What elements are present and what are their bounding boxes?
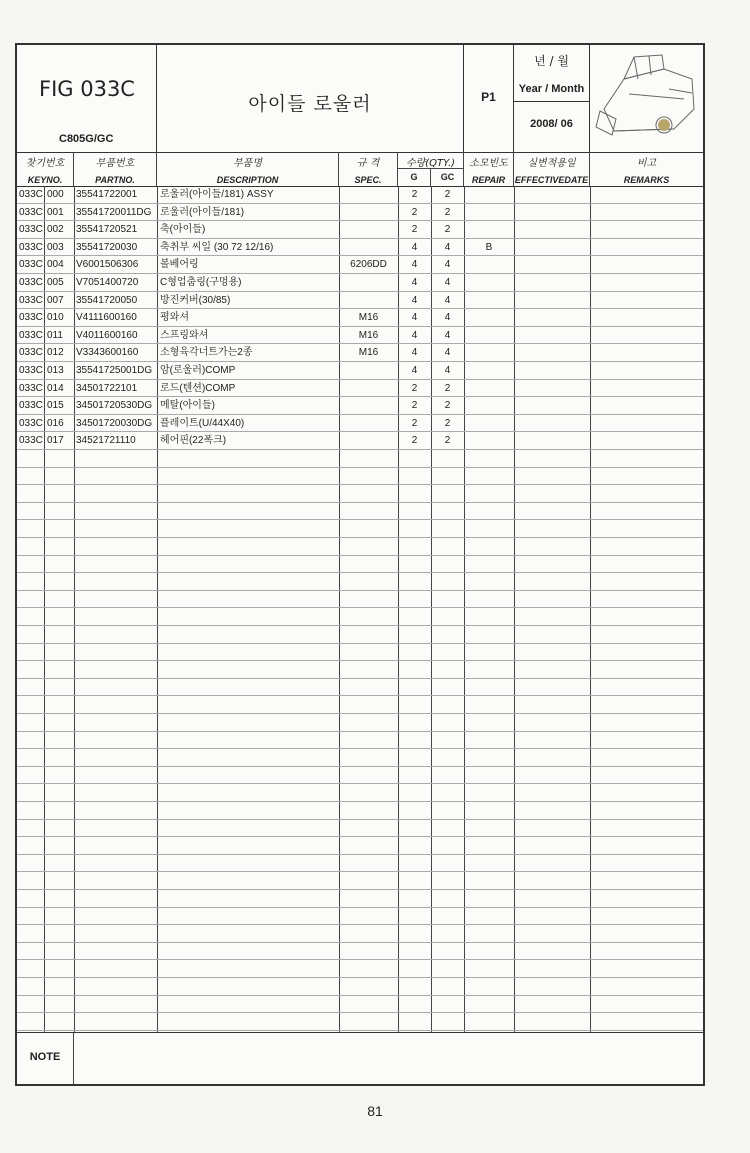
cell-part: V4011600160 xyxy=(76,329,138,341)
cell-repair xyxy=(464,256,514,274)
cell-repair xyxy=(464,344,514,362)
cell-fig: 033C xyxy=(19,329,43,341)
cell-part: 34521721110 xyxy=(76,435,136,447)
cell-desc: 소형육각너트가는2종 xyxy=(160,347,253,359)
table-row xyxy=(17,432,703,450)
cell-part: 35541720011DG xyxy=(76,206,152,218)
cell-part: V4111600160 xyxy=(76,312,137,324)
table-row xyxy=(17,749,703,767)
table-row xyxy=(17,309,703,327)
table-row xyxy=(17,556,703,574)
cell-desc: 로울러(아이들/181) xyxy=(160,206,245,218)
table-row xyxy=(17,503,703,521)
cell-fig: 033C xyxy=(19,277,43,288)
col-description: 부품명 DESCRIPTION xyxy=(157,152,339,186)
cell-fig: 033C xyxy=(19,400,43,412)
table-row xyxy=(17,204,703,222)
cell-desc: 스프링와셔 xyxy=(160,329,209,341)
table-row xyxy=(17,573,703,591)
table-row xyxy=(17,714,703,732)
cell-g: 4 xyxy=(411,259,418,271)
table-row xyxy=(17,485,703,503)
table-row xyxy=(17,978,703,996)
cell-key: 010 xyxy=(47,312,64,324)
cell-gc: 4 xyxy=(444,241,451,253)
cell-key: 003 xyxy=(47,241,64,253)
cell-spec xyxy=(339,221,398,239)
cell-gc: 4 xyxy=(444,329,451,341)
cell-part: V6001506306 xyxy=(76,259,139,271)
table-row xyxy=(17,256,703,274)
table-row xyxy=(17,644,703,662)
table-row xyxy=(17,520,703,538)
cell-key: 012 xyxy=(47,347,64,359)
cell-repair xyxy=(464,362,514,380)
cell-fig: 033C xyxy=(19,224,43,236)
table-row xyxy=(17,538,703,556)
table-row xyxy=(17,397,703,415)
cell-part: 34501720030DG xyxy=(76,417,153,429)
table-row xyxy=(17,943,703,961)
fig-cell xyxy=(17,45,157,152)
col-remarks: 비고 REMARKS xyxy=(623,158,670,185)
cell-repair xyxy=(464,415,514,433)
title-cell xyxy=(157,45,464,152)
cell-key: 000 xyxy=(47,189,64,200)
cell-desc: 암(로울러)COMP xyxy=(160,365,236,376)
year-month-english: Year / Month xyxy=(518,83,585,95)
cell-repair xyxy=(464,432,514,450)
col-qty-g: G xyxy=(398,169,431,186)
col-keyno: 찾기번호 KEYNO. xyxy=(17,152,74,186)
table-row xyxy=(17,221,703,239)
cell-g: 4 xyxy=(411,365,418,376)
table-row xyxy=(17,292,703,310)
cell-desc: 볼베어링 xyxy=(160,259,199,271)
cell-desc: 축(아이들) xyxy=(160,224,206,236)
cell-g: 4 xyxy=(411,312,418,324)
year-month-cell xyxy=(514,45,590,152)
cell-key: 015 xyxy=(47,400,64,412)
page-cell xyxy=(464,45,514,152)
cell-gc: 4 xyxy=(444,347,451,359)
table-row xyxy=(17,784,703,802)
col-partno: 부품번호 PARTNO. xyxy=(74,152,157,186)
cell-g: 2 xyxy=(411,189,418,200)
cell-g: 2 xyxy=(411,417,418,429)
table-row xyxy=(17,732,703,750)
cell-key: 004 xyxy=(47,259,64,271)
cell-key: 001 xyxy=(47,206,64,218)
table-row xyxy=(17,274,703,292)
table-row xyxy=(17,661,703,679)
column-headers xyxy=(17,152,703,187)
combine-harvester-icon xyxy=(594,49,702,145)
cell-part: 34501720530DG xyxy=(76,400,153,412)
cell-part: 35541725001DG xyxy=(76,365,153,376)
cell-spec: 6206DD xyxy=(350,259,387,271)
cell-spec: M16 xyxy=(358,329,379,341)
cell-gc: 2 xyxy=(444,189,451,200)
table-row xyxy=(17,696,703,714)
cell-gc: 2 xyxy=(444,400,451,412)
cell-g: 2 xyxy=(411,382,418,394)
cell-desc: 로울러(아이들/181) ASSY xyxy=(160,189,274,200)
cell-part: 35541720521 xyxy=(76,224,138,236)
cell-fig: 033C xyxy=(19,312,43,324)
table-row xyxy=(17,872,703,890)
col-repair: 소모빈도 REPAIR xyxy=(464,152,514,186)
cell-fig: 033C xyxy=(19,206,43,218)
cell-gc: 4 xyxy=(444,312,451,324)
table-row xyxy=(17,925,703,943)
cell-key: 005 xyxy=(47,277,64,288)
cell-repair xyxy=(464,274,514,292)
cell-repair xyxy=(464,380,514,398)
page-number: 81 xyxy=(367,1103,383,1119)
cell-spec xyxy=(339,204,398,222)
cell-g: 4 xyxy=(411,347,418,359)
cell-fig: 033C xyxy=(19,259,43,271)
col-effective-date: 실변적용일 EFFECTIVEDATE xyxy=(514,152,590,186)
cell-fig: 033C xyxy=(19,189,43,200)
cell-fig: 033C xyxy=(19,241,43,253)
cell-key: 011 xyxy=(47,329,63,341)
cell-g: 2 xyxy=(411,400,418,412)
cell-repair xyxy=(464,204,514,222)
cell-spec xyxy=(339,415,398,433)
cell-key: 007 xyxy=(47,294,64,306)
col-qty: 수량(QTY.) G GC xyxy=(398,152,464,186)
cell-gc: 4 xyxy=(444,259,451,271)
table-row xyxy=(17,960,703,978)
cell-g: 4 xyxy=(411,329,418,341)
cell-spec xyxy=(339,186,398,204)
cell-desc: 헤어핀(22폭크) xyxy=(160,435,227,447)
table-row xyxy=(17,626,703,644)
table-row xyxy=(17,890,703,908)
cell-repair xyxy=(464,186,514,204)
table-row xyxy=(17,996,703,1014)
cell-repair xyxy=(464,309,514,327)
col-spec: 규 격 SPEC. xyxy=(339,152,398,186)
cell-g: 2 xyxy=(411,435,418,447)
cell-gc: 2 xyxy=(444,435,451,447)
cell-key: 013 xyxy=(47,365,64,376)
cell-key: 014 xyxy=(47,382,64,394)
table-row xyxy=(17,239,703,257)
cell-g: 4 xyxy=(411,277,418,288)
cell-repair: B xyxy=(485,241,493,253)
cell-spec xyxy=(339,397,398,415)
cell-desc: 플레이트(U/44X40) xyxy=(160,417,245,429)
table-row xyxy=(17,415,703,433)
table-row xyxy=(17,344,703,362)
cell-desc: 방진커버(30/85) xyxy=(160,294,231,306)
cell-part: 35541720030 xyxy=(76,241,138,253)
page-code: P1 xyxy=(481,90,496,104)
cell-spec xyxy=(339,432,398,450)
cell-gc: 4 xyxy=(444,365,451,376)
cell-spec xyxy=(339,380,398,398)
cell-g: 4 xyxy=(411,241,418,253)
machine-cell xyxy=(590,45,703,152)
cell-repair xyxy=(464,327,514,345)
cell-spec: M16 xyxy=(358,347,379,359)
table-row xyxy=(17,802,703,820)
table-row xyxy=(17,679,703,697)
year-month-korean: 년 / 월 xyxy=(534,54,569,68)
cell-desc: 로드(텐션)COMP xyxy=(160,382,236,394)
cell-spec xyxy=(339,274,398,292)
cell-key: 017 xyxy=(47,435,64,447)
note-block xyxy=(17,1032,703,1085)
cell-fig: 033C xyxy=(19,365,43,376)
cell-gc: 2 xyxy=(444,224,451,236)
cell-spec xyxy=(339,362,398,380)
cell-gc: 2 xyxy=(444,417,451,429)
cell-part: 35541722001 xyxy=(76,189,138,200)
cell-fig: 033C xyxy=(19,347,43,359)
model-label: C805G/GC xyxy=(59,133,114,145)
cell-fig: 033C xyxy=(19,382,43,394)
table-row xyxy=(17,1013,703,1031)
cell-fig: 033C xyxy=(19,435,43,447)
cell-spec xyxy=(339,239,398,257)
cell-repair xyxy=(464,292,514,310)
fig-number: FIG 033C xyxy=(39,77,135,101)
table-row xyxy=(17,855,703,873)
col-qty-gc: GC xyxy=(440,172,455,182)
cell-fig: 033C xyxy=(19,294,43,306)
table-row xyxy=(17,380,703,398)
cell-gc: 2 xyxy=(444,382,451,394)
cell-gc: 4 xyxy=(444,277,451,288)
cell-g: 2 xyxy=(411,224,418,236)
page-title: 아이들 로울러 xyxy=(248,93,372,115)
year-month-value: 2008/ 06 xyxy=(530,118,573,130)
cell-g: 4 xyxy=(411,294,418,306)
cell-desc: C형업춤링(구멍용) xyxy=(160,277,242,288)
table-row xyxy=(17,908,703,926)
cell-g: 2 xyxy=(411,206,418,218)
cell-desc: 평와셔 xyxy=(160,312,189,324)
parts-sheet xyxy=(15,43,705,1086)
table-row xyxy=(17,362,703,380)
cell-desc: 축취부 씨일 (30 72 12/16) xyxy=(160,241,274,253)
cell-part: V3343600160 xyxy=(76,347,139,359)
table-row xyxy=(17,186,703,204)
cell-spec: M16 xyxy=(358,312,379,324)
table-row xyxy=(17,767,703,785)
cell-spec xyxy=(339,292,398,310)
cell-key: 016 xyxy=(47,417,64,429)
table-row xyxy=(17,468,703,486)
table-row xyxy=(17,327,703,345)
header-block xyxy=(17,45,703,153)
cell-key: 002 xyxy=(47,224,64,236)
cell-gc: 4 xyxy=(444,294,451,306)
cell-part: 34501722101 xyxy=(76,382,138,394)
table-row xyxy=(17,591,703,609)
cell-gc: 2 xyxy=(444,206,451,218)
table-row xyxy=(17,837,703,855)
table-row xyxy=(17,608,703,626)
cell-fig: 033C xyxy=(19,417,43,429)
cell-part: 35541720050 xyxy=(76,294,138,306)
cell-repair xyxy=(464,397,514,415)
table-row xyxy=(17,450,703,468)
note-label: NOTE xyxy=(17,1033,74,1085)
table-row xyxy=(17,820,703,838)
cell-part: V7051400720 xyxy=(76,277,139,288)
cell-desc: 메탈(아이들) xyxy=(160,400,215,412)
cell-repair xyxy=(464,221,514,239)
